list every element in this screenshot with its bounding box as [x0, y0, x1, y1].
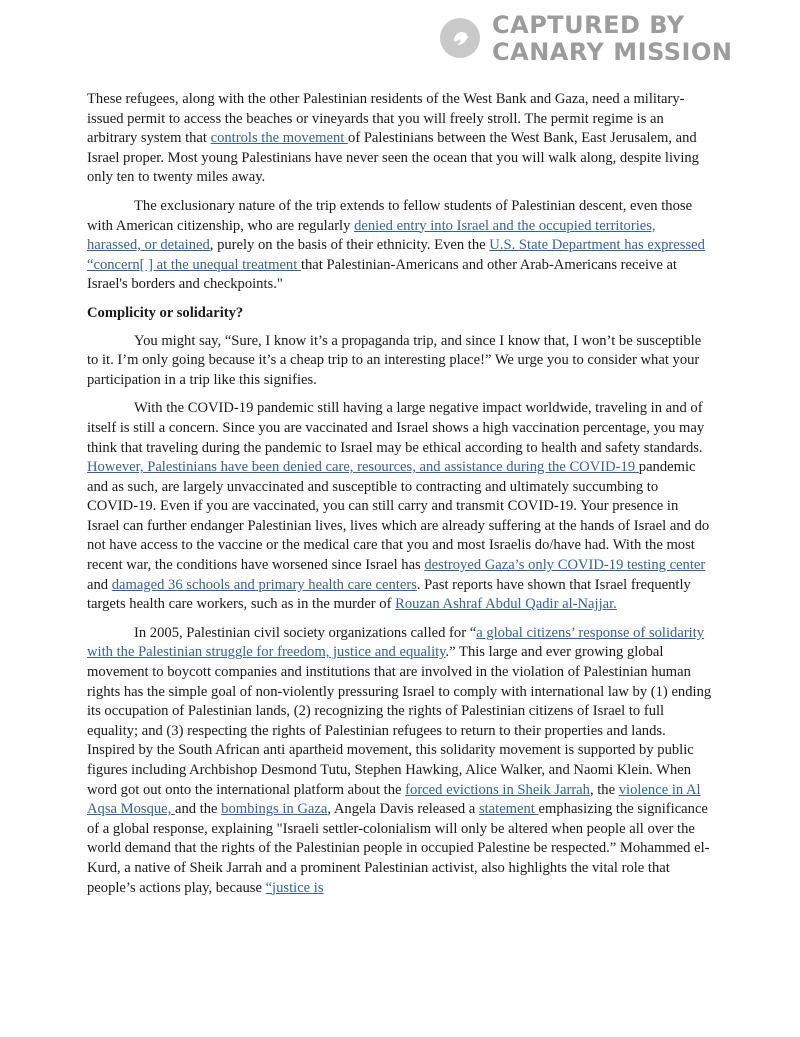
link-denied-entry[interactable]: denied entry into Israel and the occupied territories, harassed, or detained — [87, 217, 656, 254]
watermark-text — [492, 12, 732, 66]
paragraph-text: .” This large and ever growing global movement to boycott companies and institutions that are involved in the violation of Palestinian human rights has the simple goal of non-violently pressuring Israel to comply with international law by (1) ending its occupation of Palestinian lands, (2) recognizing the rights of Palestinian citizens of Israel to full equality; and (3) respecting the rights of Palestinian refugees to return to their properties and lands. Inspired by the South African anti apartheid movement, this solidarity movement is supported by public figures including Archbishop Desmond Tutu, Stephen Hawking, Alice Walker, and Naomi Klein. When word got out onto the international platform about the — [87, 644, 712, 798]
paragraph-2 — [87, 197, 712, 295]
paragraph-5 — [87, 624, 712, 898]
link-state-department[interactable]: U.S. State Department has expressed “concern[ ] at the unequal treatment — [87, 237, 705, 273]
paragraph-text: and — [87, 576, 112, 593]
paragraph-text: , Angela Davis released a — [327, 801, 479, 818]
link-controls-movement[interactable]: controls the movement — [210, 130, 349, 147]
link-rouzan-al-najjar[interactable]: Rouzan Ashraf Abdul Qadir al-Najjar. — [395, 596, 617, 613]
paragraph-3: You might say, “Sure, I know it’s a propaganda trip, and since I know that, I won’t be susceptible to it. I’m only going because it’s a cheap trip to an interesting place!” We urge you to consider what your participation in a trip like this signifies. — [87, 332, 702, 388]
watermark — [440, 10, 800, 70]
paragraph-text: With the COVID-19 pandemic still having a large negative impact worldwide, traveling in and of itself is still a concern. Since you are vaccinated and Israel shows a high vaccination percentage, you may think that traveling during the pandemic to Israel may be ethical according to health and safety standards. — [87, 400, 705, 456]
link-damaged-schools[interactable]: damaged 36 schools and primary health care centers — [111, 576, 417, 593]
paragraph-4 — [87, 399, 712, 615]
watermark-line1: CAPTURED BY — [492, 11, 685, 39]
paragraph-text: and the — [174, 801, 222, 818]
link-testing-center[interactable]: destroyed Gaza’s only COVID-19 testing center — [424, 557, 706, 574]
link-forced-evictions[interactable]: forced evictions in Sheik Jarrah — [405, 781, 590, 798]
paragraph-text: , purely on the basis of their ethnicity. Even the — [209, 237, 490, 254]
link-justice-is[interactable]: “justice is — [265, 879, 324, 896]
paragraph-text: emphasizing the significance of a global response, explaining "Israeli settler-colonialism will only be altered when people all over the world demand that the rights of the Palestinian people in occupied Palestine be respected.” Mohammed el-Kurd, a native of Sheik Jarrah and a prominent Palestinian activist, also highlights the vital role that people’s actions play, because — [87, 801, 710, 896]
link-denied-care[interactable]: However, Palestinians have been denied care, resources, and assistance during the COVID-19 — [87, 459, 639, 476]
paragraph-text: The exclusionary nature of the trip extends to fellow students of Palestinian descent, even those with American citizenship, who are regularly — [87, 197, 693, 234]
paragraph-text: These refugees, along with the other Palestinian residents of the West Bank and Gaza, need a military-issued permit to access the beaches or vineyards that you will freely stroll. The permit regime is an arbitrary system that — [87, 91, 685, 147]
paragraph-text: . Past reports have shown that Israel frequently targets health care workers, such as in the murder of — [87, 576, 691, 613]
paragraph-text: of Palestinians between the West Bank, East Jerusalem, and Israel proper. Most young Palestinians have never seen the ocean that you will walk along, despite living only ten to twenty miles away. — [87, 130, 699, 186]
link-bombings-gaza[interactable]: bombings in Gaza — [221, 801, 328, 818]
link-violence-al-aqsa[interactable]: violence in Al Aqsa Mosque, — [87, 781, 701, 818]
link-global-citizens-response[interactable]: a global citizens’ response of solidarity with the Palestinian struggle for freedom, justice and equality — [87, 624, 705, 661]
document-body — [87, 90, 712, 907]
paragraph-text: In 2005, Palestinian civil society organizations called for “ — [134, 624, 477, 641]
section-heading: Complicity or solidarity? — [87, 304, 244, 321]
paragraph-1 — [87, 90, 712, 188]
link-statement[interactable]: statement — [478, 801, 539, 818]
canary-bird-icon — [440, 18, 480, 58]
paragraph-text: that Palestinian-Americans and other Arab-Americans receive at Israel's borders and checkpoints." — [87, 256, 677, 293]
watermark-line2: CANARY MISSION — [492, 38, 733, 66]
paragraph-text: pandemic and as such, are largely unvaccinated and susceptible to contracting and ultimately succumbing to COVID-19. Even if you are vaccinated, you can still carry and transmit COVID-19. Your presence in Israel can further endanger Palestinian lives, lives which are already suffering at the hands of Israel and do not have access to the vaccine or the medical care that you and most Israelis do/have had. With the most recent war, the conditions have worsened since Israel has — [87, 459, 710, 574]
paragraph-text: , the — [589, 781, 619, 798]
